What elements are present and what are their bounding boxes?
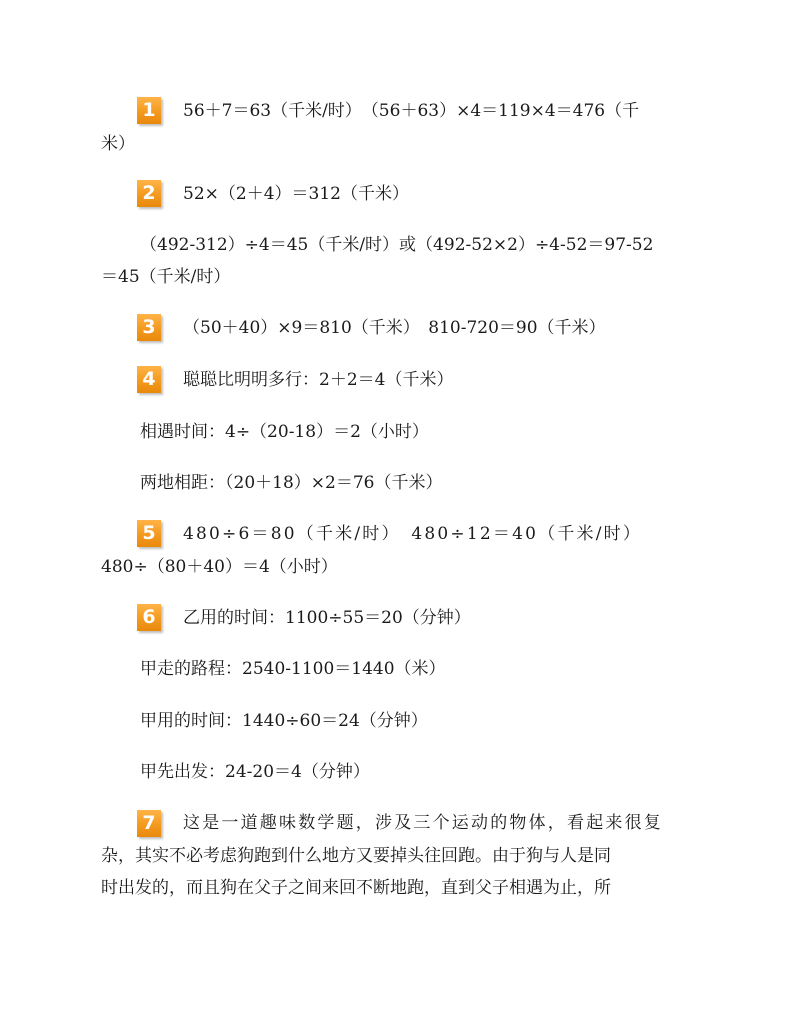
answer-7-line-2: 杂，其实不必考虑狗跑到什么地方又要掉头往回跑。由于狗与人是同 <box>101 846 611 866</box>
answer-badge-7: 7 <box>137 810 161 837</box>
answer-2-line-3: ＝45（千米/时） <box>101 267 231 287</box>
answer-1-line-2: 米） <box>101 134 135 154</box>
answer-badge-4: 4 <box>137 366 161 393</box>
answer-badge-1: 1 <box>137 97 161 124</box>
answer-7-line-1: 这是一道趣味数学题，涉及三个运动的物体，看起来很复 <box>183 813 663 833</box>
answer-2-line-1: 52×（2＋4）＝312（千米） <box>183 184 409 204</box>
answer-4-line-3: 两地相距：（20＋18）×2＝76（千米） <box>140 473 443 493</box>
answer-2-line-2: （492-312）÷4＝45（千米/时）或（492-52×2）÷4-52＝97-52 <box>140 235 654 255</box>
answer-6-line-3: 甲用的时间：1440÷60＝24（分钟） <box>140 711 428 731</box>
answer-4-line-2: 相遇时间：4÷（20-18）＝2（小时） <box>140 422 429 442</box>
answer-7-line-3: 时出发的，而且狗在父子之间来回不断地跑，直到父子相遇为止，所 <box>101 878 611 898</box>
answer-5-line-1: 480÷6＝80（千米/时） 480÷12＝40（千米/时） <box>183 524 643 544</box>
answer-4-line-1: 聪聪比明明多行：2＋2＝4（千米） <box>183 370 454 390</box>
answer-1-line-1: 56＋7＝63（千米/时） （56＋63）×4＝119×4＝476（千 <box>183 101 640 121</box>
answer-badge-3: 3 <box>137 314 161 341</box>
answer-5-line-2: 480÷（80＋40）＝4（小时） <box>101 557 338 577</box>
answer-6-line-1: 乙用的时间：1100÷55＝20（分钟） <box>183 608 471 628</box>
answer-3-line-1: （50＋40）×9＝810（千米） 810-720＝90（千米） <box>183 318 606 338</box>
answer-6-line-4: 甲先出发：24-20＝4（分钟） <box>140 762 370 782</box>
answer-badge-6: 6 <box>137 604 161 631</box>
answer-badge-2: 2 <box>137 180 161 207</box>
answer-6-line-2: 甲走的路程：2540-1100＝1440（米） <box>140 659 446 679</box>
answer-badge-5: 5 <box>137 520 161 547</box>
